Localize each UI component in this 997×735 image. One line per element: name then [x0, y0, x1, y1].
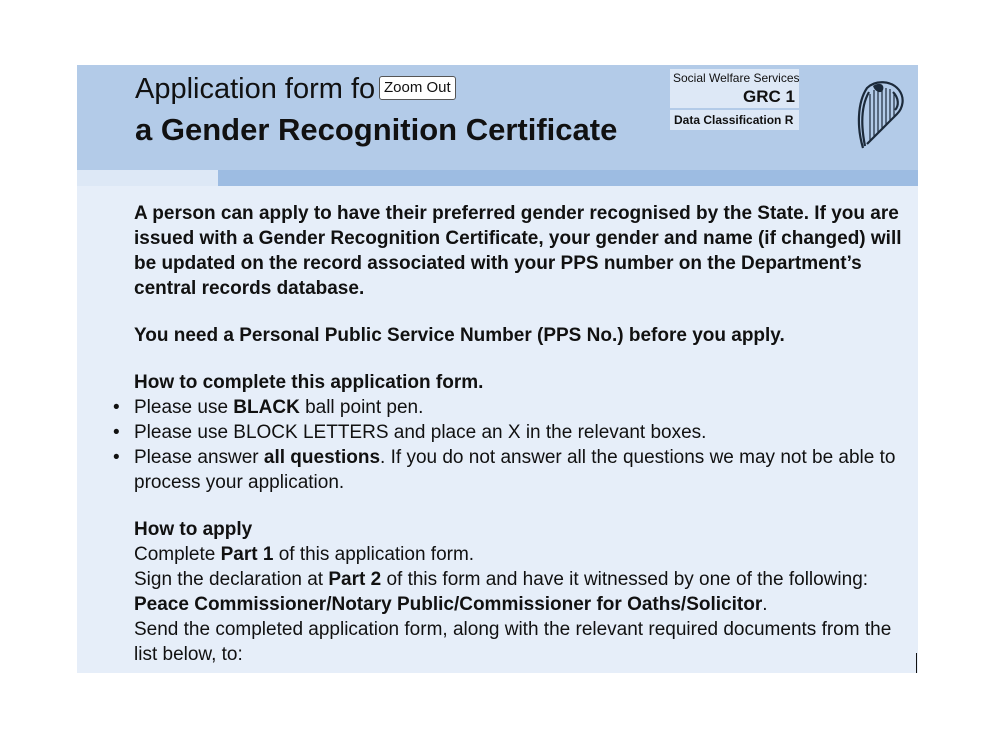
apply-step-2: Sign the declaration at Part 2 of this form and have it witnessed by one of the following: Peace Commissioner/Notary Public/Commissioner for Oaths/Solicitor.: [134, 569, 869, 615]
form-page: [77, 65, 918, 673]
how-to-apply-body: [134, 542, 909, 667]
bullet-icon: •: [113, 397, 120, 418]
pps-requirement: You need a Personal Public Service Number (PPS No.) before you apply.: [134, 325, 785, 346]
how-to-complete-heading: How to complete this application form.: [134, 372, 484, 393]
list-item: • Please answer all questions. If you do not answer all the questions we may not be able to process your application.: [113, 447, 896, 493]
data-classification: Data Classification R: [674, 113, 794, 127]
scroll-caret: [916, 653, 917, 673]
form-title-line2: a Gender Recognition Certificate: [135, 112, 618, 147]
header-stripe-dark: [218, 170, 918, 186]
form-reference-box: [670, 69, 799, 108]
service-name: Social Welfare Services: [673, 71, 800, 85]
apply-step-1: Complete Part 1 of this application form.: [134, 544, 475, 565]
apply-step-3: Send the completed application form, along with the relevant required documents from the list below, to:: [134, 619, 892, 665]
harp-emblem-icon: [853, 78, 909, 154]
list-item: • Please use BLACK ball point pen.: [113, 397, 424, 418]
header-stripe-light: [77, 170, 218, 186]
zoom-out-button[interactable]: Zoom Out: [379, 76, 456, 100]
bullet-icon: •: [113, 422, 120, 443]
how-to-apply-heading: How to apply: [134, 519, 253, 540]
form-code: GRC 1: [743, 87, 795, 106]
list-item: • Please use BLOCK LETTERS and place an X in the relevant boxes.: [113, 422, 707, 443]
intro-paragraph: A person can apply to have their preferred gender recognised by the State. If you are issued with a Gender Recognition Certificate, your gender and name (if changed) will be updated on the record associated with your PPS number on the Department’s central records database.: [134, 203, 902, 299]
instruction-list: [113, 395, 909, 495]
form-title-line1: Application form fo: [135, 73, 376, 105]
bullet-icon: •: [113, 447, 120, 468]
classification-box: [670, 110, 799, 130]
